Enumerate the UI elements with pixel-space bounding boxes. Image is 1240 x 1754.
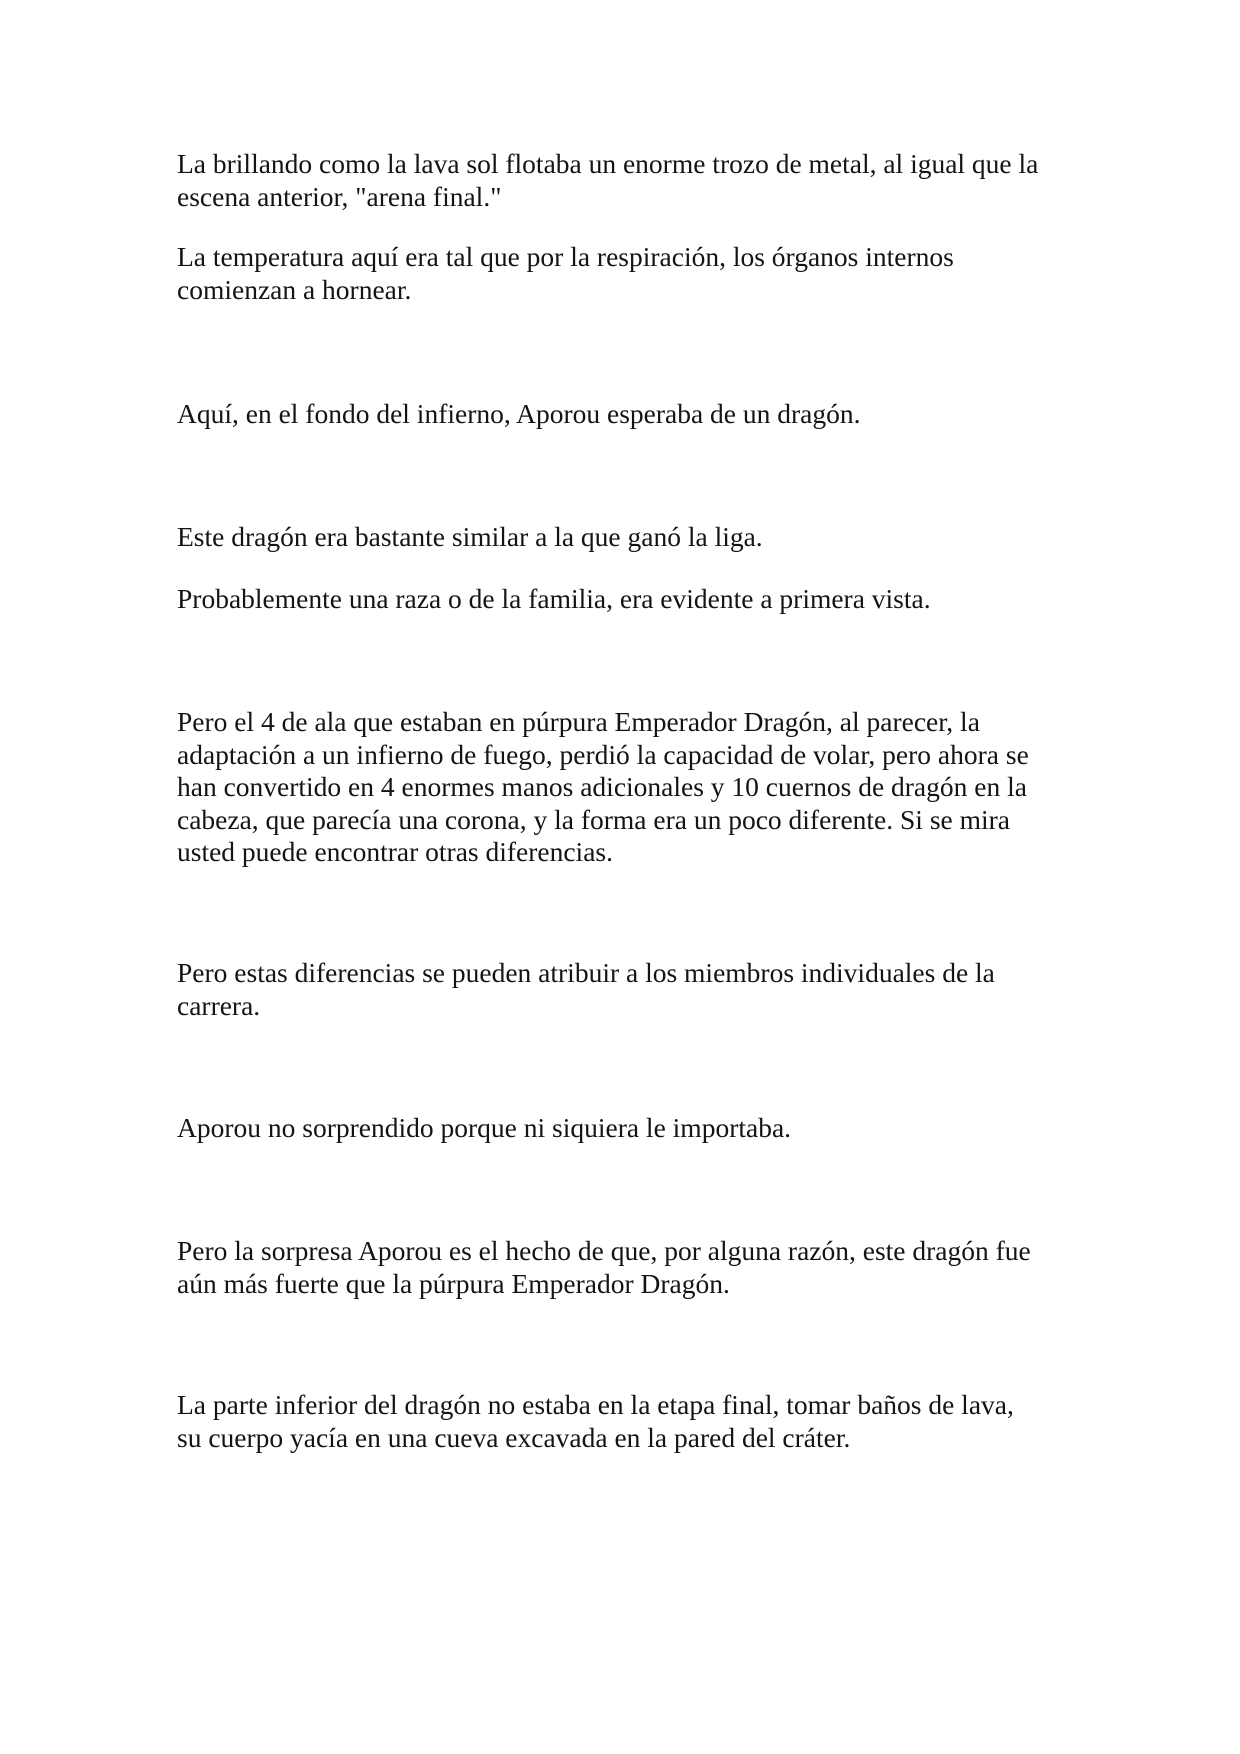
paragraph-8: Aporou no sorprendido porque ni siquiera le importaba. bbox=[177, 1112, 792, 1143]
paragraph-10: La parte inferior del dragón no estaba en la etapa final, tomar baños de lava, su cuerpo yacía en una cueva excavada en la pared del cráter. bbox=[177, 1389, 1014, 1453]
paragraph-4: Este dragón era bastante similar a la que ganó la liga. bbox=[177, 521, 763, 552]
paragraph-6: Pero el 4 de ala que estaban en púrpura Emperador Dragón, al parecer, la adaptación a un infierno de fuego, perdió la capacidad de volar, pero ahora se han convertido en 4 enormes manos adicionales y 10 cuernos de dragón en la cabeza, que parecía una corona, y la forma era un poco diferente. Si se mira usted puede encontrar otras diferencias. bbox=[177, 706, 1029, 867]
paragraph-9: Pero la sorpresa Aporou es el hecho de que, por alguna razón, este dragón fue aún más fuerte que la púrpura Emperador Dragón. bbox=[177, 1235, 1031, 1299]
paragraph-5: Probablemente una raza o de la familia, era evidente a primera vista. bbox=[177, 583, 931, 614]
paragraph-3: Aquí, en el fondo del infierno, Aporou esperaba de un dragón. bbox=[177, 398, 861, 429]
paragraph-7: Pero estas diferencias se pueden atribuir a los miembros individuales de la carrera. bbox=[177, 957, 995, 1021]
paragraph-2: La temperatura aquí era tal que por la respiración, los órganos internos comienzan a hornear. bbox=[177, 241, 954, 305]
paragraph-1: La brillando como la lava sol flotaba un enorme trozo de metal, al igual que la escena anterior, "arena final." bbox=[177, 148, 1039, 212]
